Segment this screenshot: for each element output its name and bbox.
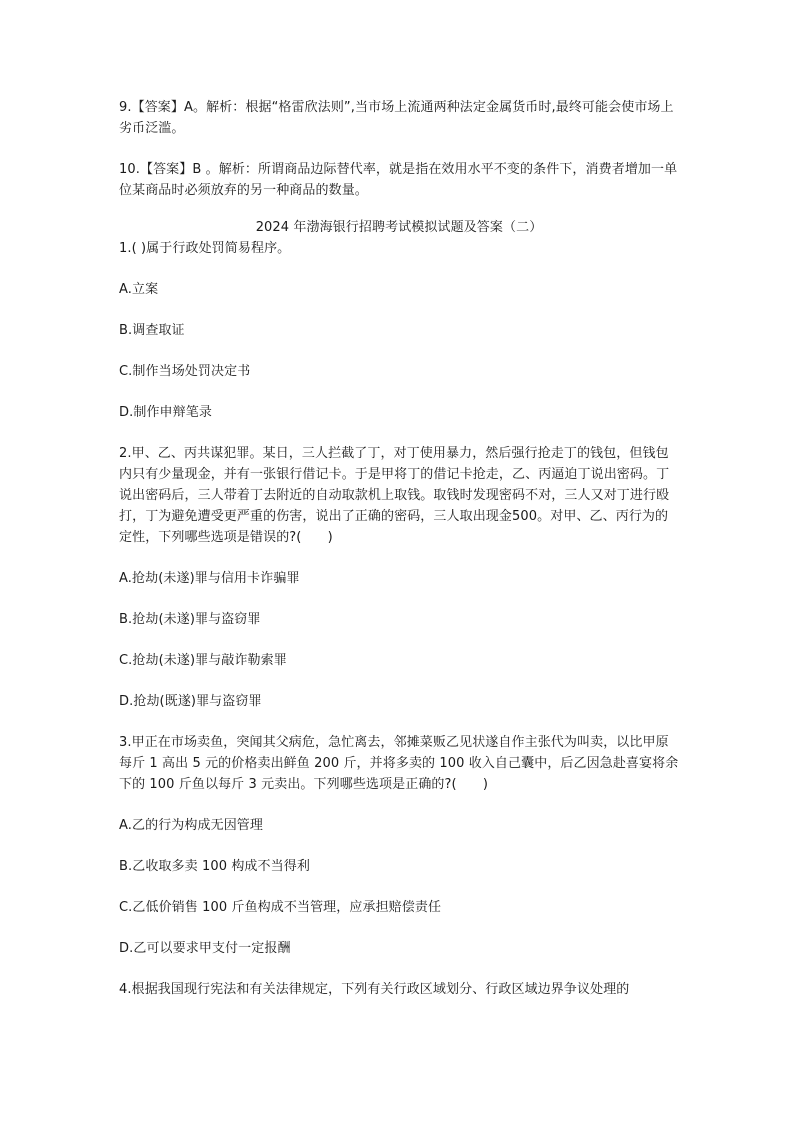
question-2-option-d: D.抢劫(既遂)罪与盗窃罪 bbox=[119, 694, 262, 709]
question-3-option-a: A.乙的行为构成无因管理 bbox=[119, 818, 263, 833]
section-title: 2024 年渤海银行招聘考试模拟试题及答案（二） bbox=[255, 220, 543, 235]
document-body bbox=[119, 97, 679, 1000]
question-2-option-a: A.抢劫(未遂)罪与信用卡诈骗罪 bbox=[119, 571, 300, 586]
question-2-option-c: C.抢劫(未遂)罪与敲诈勒索罪 bbox=[119, 653, 287, 668]
question-2-option-b: B.抢劫(未遂)罪与盗窃罪 bbox=[119, 612, 261, 627]
question-3-option-d: D.乙可以要求甲支付一定报酬 bbox=[119, 941, 291, 956]
answer-10: 10.【答案】B 。解析：所谓商品边际替代率，就是指在效用水平不变的条件下，消费者增加一单位某商品时必须放弃的另一种商品的数量。 bbox=[119, 162, 678, 198]
question-1-option-d: D.制作申辩笔录 bbox=[119, 405, 212, 420]
question-2-stem: 2.甲、乙、丙共谋犯罪。某日，三人拦截了丁，对丁使用暴力，然后强行抢走丁的钱包，但钱包内只有少量现金，并有一张银行借记卡。于是甲将丁的借记卡抢走，乙、丙逼迫丁说出密码。丁说出密码后，三人带着丁去附近的自动取款机上取钱。取钱时发现密码不对，三人又对丁进行殴打，丁为避免遭受更严重的伤害，说出了正确的密码，三人取出现金500。对甲、乙、丙行为的定性，下列哪些选项是错误的?( ) bbox=[119, 446, 670, 545]
question-1-option-b: B.调查取证 bbox=[119, 323, 185, 338]
question-3-option-b: B.乙收取多卖 100 构成不当得利 bbox=[119, 859, 310, 874]
question-1-option-c: C.制作当场处罚决定书 bbox=[119, 364, 251, 379]
question-1-stem: 1.( )属于行政处罚简易程序。 bbox=[119, 241, 291, 256]
question-1-option-a: A.立案 bbox=[119, 282, 159, 297]
question-3-stem: 3.甲正在市场卖鱼，突闻其父病危，急忙离去，邻摊菜贩乙见状遂自作主张代为叫卖，以比甲原每斤 1 高出 5 元的价格卖出鲜鱼 200 斤，并将多卖的 100 收入自己囊中，后乙因急赴喜宴将余下的 100 斤鱼以每斤 3 元卖出。下列哪些选项是正确的?( ) bbox=[119, 735, 679, 792]
answer-9: 9.【答案】A。解析：根据“格雷欣法则”,当市场上流通两种法定金属货币时,最终可能会使市场上劣币泛滥。 bbox=[119, 100, 674, 136]
question-3-option-c: C.乙低价销售 100 斤鱼构成不当管理，应承担赔偿责任 bbox=[119, 900, 442, 915]
question-4-stem: 4.根据我国现行宪法和有关法律规定，下列有关行政区域划分、行政区域边界争议处理的 bbox=[119, 982, 630, 997]
